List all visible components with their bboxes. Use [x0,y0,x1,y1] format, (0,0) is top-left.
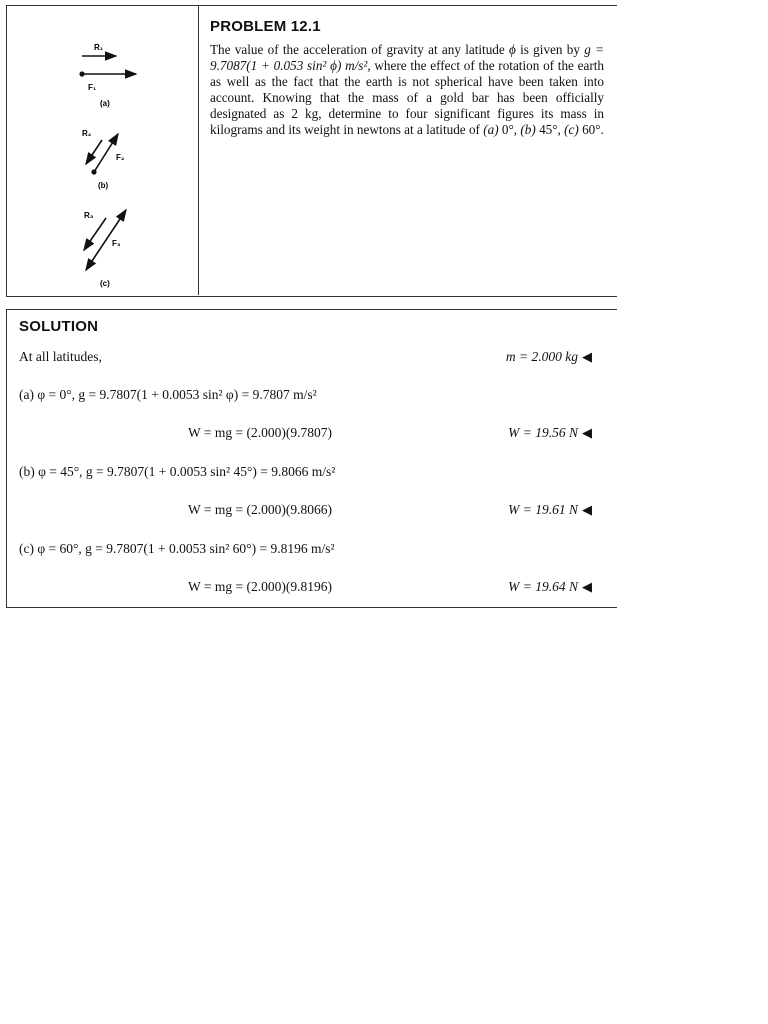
answer-marker-icon: ◀ [582,426,592,441]
problem-divider [198,5,199,295]
label-f2: F₂ [116,153,125,162]
label-r1: R₁ [94,43,104,52]
angle-b: 45°, [535,121,565,137]
problem-title: PROBLEM 12.1 [210,18,321,35]
case-c-label: (c) [564,121,579,137]
force-arrow-f3 [90,210,126,264]
force-diagram [60,38,160,290]
mass-answer [506,349,592,365]
statement-text: is given by [515,42,585,57]
weight-answer-b [508,502,592,518]
force-arrow-f3-tail [86,264,90,270]
gravity-line-b: (b) φ = 45°, g = 9.7807(1 + 0.0053 sin² 45°) = 9.8066 m/s² [19,464,336,479]
problem-statement [210,42,604,137]
phi-symbol: ϕ [509,42,516,57]
figure-label-b: (b) [98,181,109,190]
force-arrow-r2 [86,140,102,164]
figure-label-a: (a) [100,99,110,108]
case-a-label: (a) [483,121,499,137]
label-r2: R₂ [82,129,92,138]
weight-answer-c [508,579,592,595]
solution-intro: At all latitudes, [19,349,102,364]
answer-marker-icon: ◀ [582,503,592,518]
figure-label-c: (c) [100,279,110,288]
statement-text: , where the effect of the rotation of the earth as well as the fact that the earth is not spherical have been taken into account. Knowing that the mass of a gold bar has been officially designated as 2 kg, determine to four significant figures its mass in kilograms and its weight in newtons at a latitude of [210,57,605,137]
statement-text: The value of the acceleration of gravity at any latitude [210,42,510,57]
case-b-label: (b) [520,121,536,137]
gravity-line-c: (c) φ = 60°, g = 9.7807(1 + 0.0053 sin² 60°) = 9.8196 m/s² [19,541,335,556]
gravity-line-a: (a) φ = 0°, g = 9.7807(1 + 0.0053 sin² φ) = 9.7807 m/s² [19,387,317,402]
label-f1: F₁ [88,83,97,92]
label-r3: R₃ [84,211,94,220]
weight-answer-text: W = 19.61 N [508,502,578,517]
weight-answer-text: W = 19.64 N [508,579,578,594]
force-arrow-f2 [94,134,118,172]
label-f3: F₃ [112,239,121,248]
answer-marker-icon: ◀ [582,350,592,365]
answer-marker-icon: ◀ [582,580,592,595]
gravity-formula: g = 9.7087(1 + 0.053 sin² ϕ) m/s² [210,42,604,73]
weight-line-b: W = mg = (2.000)(9.8066) [188,502,332,517]
weight-answer-a [508,425,592,441]
angle-a: 0°, [498,121,521,137]
weight-answer-text: W = 19.56 N [508,425,578,440]
mass-answer-text: m = 2.000 kg [505,349,578,364]
angle-c: 60°. [578,121,604,137]
weight-line-a: W = mg = (2.000)(9.7807) [188,425,332,440]
weight-line-c: W = mg = (2.000)(9.8196) [188,579,332,594]
solution-title: SOLUTION [19,318,99,335]
